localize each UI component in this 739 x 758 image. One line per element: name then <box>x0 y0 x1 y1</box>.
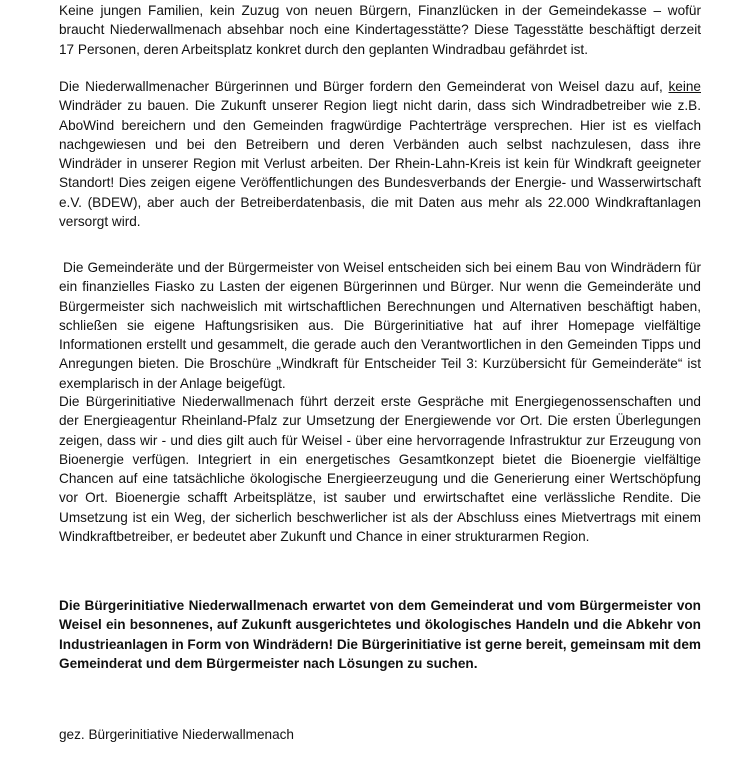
paragraph-councils: Die Gemeinderäte und der Bürgermeister von Weisel entscheiden sich bei einem Bau von Windrädern für ein finanzielles Fiasko zu Lasten der eigenen Bürgerinnen und Bürger. Nur wenn die Gemeinderäte und Bürgermeister sich nachweislich mit wirtschaftlichen Berechnungen und Alternativen beschäftigt haben, schließen sie eigene Haftungsrisiken aus. Die Bürgerinitiative hat auf ihrer Homepage vielfältige Informationen erstellt und gesammelt, die gerade auch den Verantwortlichen in den Gemeinden Tipps und Anregungen bieten. Die Broschüre „Windkraft für Entscheider Teil 3: Kurzübersicht für Gemeinderäte“ ist exemplarisch in der Anlage beigefügt. <box>59 260 705 391</box>
paragraph-demand-text-end: Windräder zu bauen. Die Zukunft unserer Region liegt nicht darin, dass sich Windradbetreiber wie z.B. AboWind bereichern und den Gemeinden fragwürdige Pachterträge versprechen. Hier ist es vielfach nachgewiesen und bei den Betreibern und deren Verbänden auch selbst nachzulesen, dass ihre Windräder in unserer Region mit Verlust arbeiten. Der Rhein-Lahn-Kreis ist kein für Windkraft geeigneter Standort! Dies zeigen eigene Veröffentlichungen des Bundesverbands der Energie- und Wasserwirtschaft e.V. (BDEW), aber auch der Betreiberdatenbasis, die mit Daten aus mehr als 22.000 Windkraftanlagen versorgt wird. <box>59 98 701 230</box>
signature: gez. Bürgerinitiative Niederwallmenach <box>59 727 294 742</box>
underlined-keine: keine <box>668 79 701 94</box>
paragraph-kita: Keine jungen Familien, kein Zuzug von neuen Bürgern, Finanzlücken in der Gemeindekasse – wofür braucht Niederwallmenach absehbar noch eine Kindertagesstätte? Diese Tagesstätte beschäftigt derzeit 17 Personen, deren Arbeitsplatz konkret durch den geplanten Windradbau gefährdet ist. <box>59 3 701 57</box>
paragraph-demand <box>59 77 701 231</box>
paragraph-bioenergy: Die Bürgerinitiative Niederwallmenach führt derzeit erste Gespräche mit Energiegenossenschaften und der Energieagentur Rheinland-Pfalz zur Umsetzung der Energiewende vor Ort. Die ersten Überlegungen zeigen, dass wir - und dies gilt auch für Weisel - über eine hervorragende Infrastruktur zur Erzeugung von Bioenergie verfügen. Integriert in ein energetisches Gesamtkonzept bietet die Bioenergie vielfältige Chancen auf eine tatsächliche ökologische Energieerzeugung und die Generierung einer Wertschöpfung vor Ort. Bioenergie schafft Arbeitsplätze, ist sauber und erwirtschaftet eine verlässliche Rendite. Die Umsetzung ist ein Weg, der sicherlich beschwerlicher ist als der Abschluss eines Mietvertrags mit einem Windkraftbetreiber, er bedeutet aber Zukunft und Chance in einer strukturarmen Region. <box>59 394 701 545</box>
paragraph-demand-text-start: Die Niederwallmenacher Bürgerinnen und Bürger fordern den Gemeinderat von Weisel dazu auf, <box>59 79 669 94</box>
paragraph-conclusion: Die Bürgerinitiative Niederwallmenach erwartet von dem Gemeinderat und vom Bürgermeister von Weisel ein besonnenes, auf Zukunft ausgerichtetes und ökologisches Handeln und die Abkehr von Industrieanlagen in Form von Windrädern! Die Bürgerinitiative ist gerne bereit, gemeinsam mit dem Gemeinderat und dem Bürgermeister nach Lösungen zu suchen. <box>59 598 701 671</box>
